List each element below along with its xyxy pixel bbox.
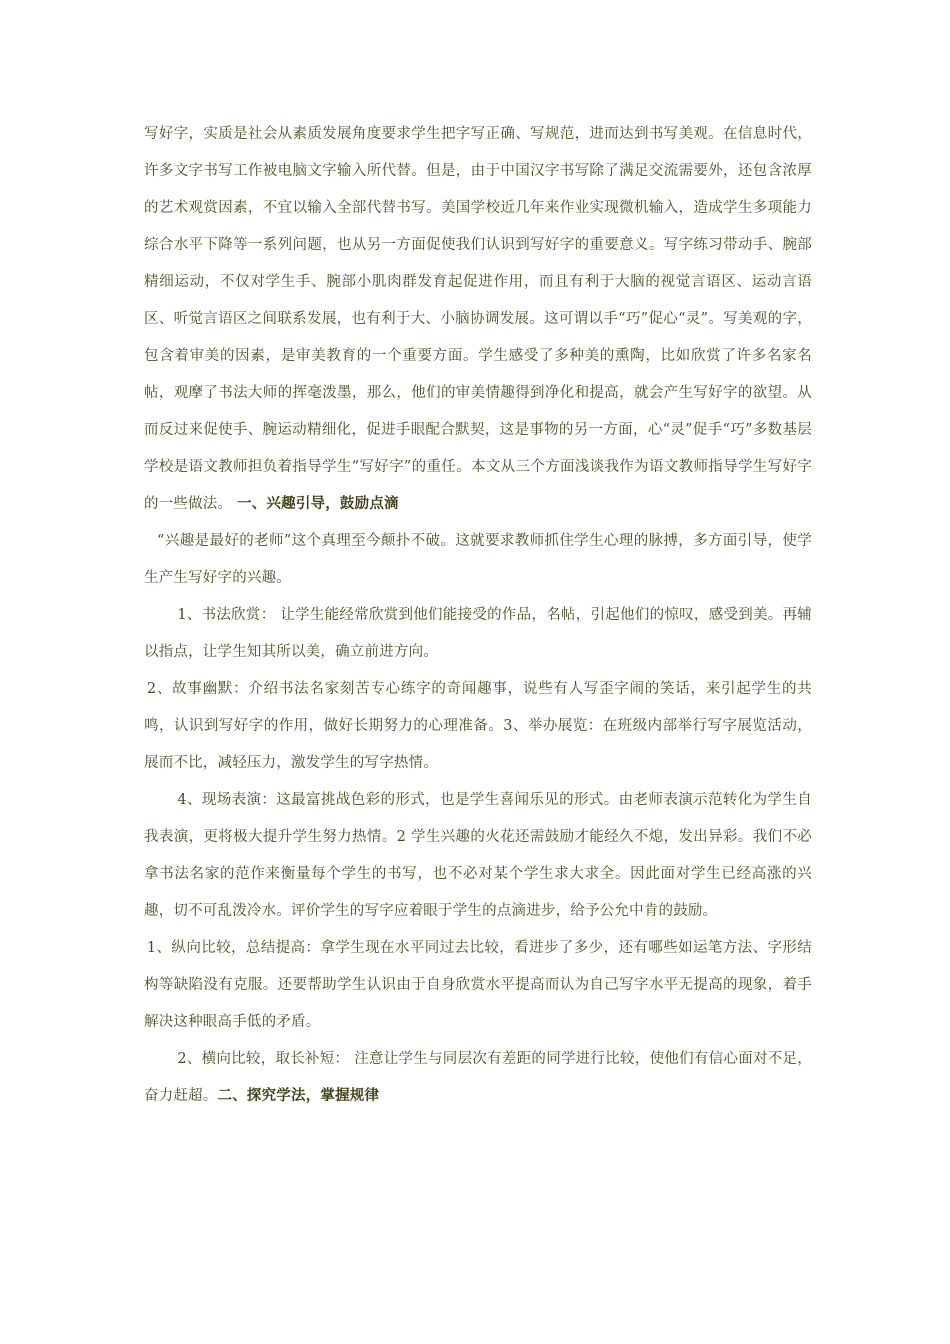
paragraph-horizontal-comparison [144, 1041, 812, 1115]
paragraph-intro-text: 写好字，实质是社会从素质发展角度要求学生把字写正确、写规范，进而达到书写美观。在信息时代，许多文字书写工作被电脑文字输入所代替。但是，由于中国汉字书写除了满足交流需要外，还包含浓厚的艺术观赏因素，不宜以输入全部代替书写。美国学校近几年来作业实现微机输入，造成学生多项能力综合水平下降等一系列问题，也从另一方面促使我们认识到写好字的重要意义。写字练习带动手、腕部精细运动，不仅对学生手、腕部小肌肉群发育起促进作用，而且有利于大脑的视觉言语区、运动言语区、听觉言语区之间联系发展，也有利于大、小脑协调发展。这可谓以手“巧”促心“灵”。写美观的字，包含着审美的因素，是审美教育的一个重要方面。学生感受了多种美的熏陶，比如欣赏了许多名家名帖，观摩了书法大师的挥毫泼墨，那么，他们的审美情趣得到净化和提高，就会产生写好字的欲望。从而反过来促使手、腕运动精细化，促进手眼配合默契，这是事物的另一方面，心“灵”促手“巧”多数基层学校是语文教师担负着指导学生“写好字”的重任。本文从三个方面浅谈我作为语文教师指导学生写好字的一些做法。 [144, 126, 812, 512]
document-body [144, 116, 812, 1115]
paragraph-story-humor: 2、故事幽默：介绍书法名家刻苦专心练字的奇闻趣事，说些有人写歪字闹的笑话，来引起学生的共鸣，认识到写好字的作用，做好长期努力的心理准备。3、举办展览：在班级内部举行写字展览活动，展而不比，减轻压力，激发学生的写字热情。 [144, 681, 812, 771]
section-heading-1: 一、兴趣引导，鼓励点滴 [237, 496, 399, 512]
paragraph-horizontal-comparison-text: 2、横向比较，取长补短： 注意让学生与同层次有差距的同学进行比较，使他们有信心面对不足，奋力赶超。 [144, 1051, 812, 1104]
section-heading-2: 二、探究学法，掌握规律 [217, 1088, 380, 1104]
paragraph-calligraphy-appreciation: 1、书法欣赏： 让学生能经常欣赏到他们能接受的作品，名帖，引起他们的惊叹，感受到美。再辅以指点，让学生知其所以美，确立前进方向。 [144, 607, 812, 660]
paragraph-intro [144, 116, 812, 523]
paragraph-live-performance: 4、现场表演：这最富挑战色彩的形式，也是学生喜闻乐见的形式。由老师表演示范转化为学生自我表演，更将极大提升学生努力热情。2 学生兴趣的火花还需鼓励才能经久不熄，发出异彩。我们不必拿书法名家的范作来衡量每个学生的书写，也不必对某个学生求大求全。因此面对学生已经高涨的兴趣，切不可乱泼冷水。评价学生的写字应着眼于学生的点滴进步，给予公允中肯的鼓励。 [144, 792, 812, 919]
paragraph-interest: “兴趣是最好的老师”这个真理至今颠扑不破。这就要求教师抓住学生心理的脉搏，多方面引导，使学生产生写好字的兴趣。 [144, 533, 812, 586]
paragraph-vertical-comparison: 1、纵向比较，总结提高：拿学生现在水平同过去比较，看进步了多少，还有哪些如运笔方法、字形结构等缺陷没有克服。还要帮助学生认识由于自身欣赏水平提高而认为自己写字水平无提高的现象，着手解决这种眼高手低的矛盾。 [144, 940, 812, 1030]
